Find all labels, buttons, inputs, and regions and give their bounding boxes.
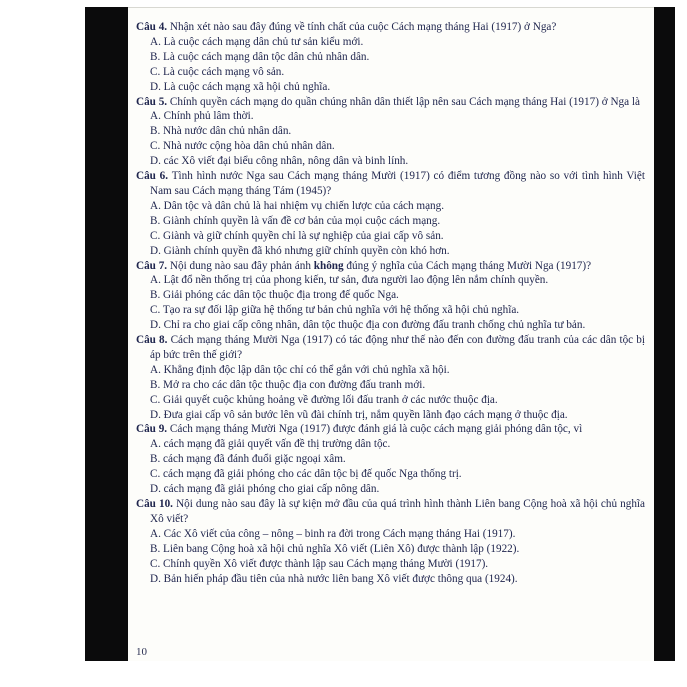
question-text: Câu 4. Nhận xét nào sau đây đúng về tính chất của cuộc Cách mạng tháng Hai (1917) ở Nga? [136,21,557,33]
scan-gutter-right [654,7,675,661]
question-number: Câu 5. [136,95,170,108]
answer-option: B. Liên bang Cộng hoà xã hội chủ nghĩa Xô viết (Liên Xô) được thành lập (1922). [150,542,520,555]
question-text: Câu 6. Tình hình nước Nga sau Cách mạng tháng Mười (1917) có điểm tương đồng nào so với tình hình Việt Nam sau Cách mạng tháng Tám (1945)? [136,170,645,197]
question-list [136,20,645,586]
question-text: Câu 8. Cách mạng tháng Mười Nga (1917) có tác động như thế nào đến con đường đấu tranh của các dân tộc bị áp bức trên thế giới? [136,334,645,361]
answer-option: A. Là cuộc cách mạng dân chủ tư sản kiểu mới. [150,35,364,48]
answer-option: C. Nhà nước cộng hòa dân chủ nhân dân. [150,140,335,153]
document-page [128,7,654,661]
answer-option: D. Đưa giai cấp vô sản bước lên vũ đài chính trị, nắm quyền lãnh đạo cách mạng ở thuộc địa. [150,408,568,421]
answer-option: C. cách mạng đã giải phóng cho các dân tộc bị đế quốc Nga thống trị. [150,468,462,481]
question [136,333,645,422]
answer-option: D. Giành chính quyền đã khó nhưng giữ chính quyền còn khó hơn. [150,244,450,257]
question-number: Câu 8. [136,334,171,347]
question-number: Câu 4. [136,21,170,33]
answer-option: B. Giải phóng các dân tộc thuộc địa trong đế quốc Nga. [150,289,399,302]
answer-option: C. Tạo ra sự đối lập giữa hệ thống tư bản chủ nghĩa với hệ thống xã hội chủ nghĩa. [150,304,520,317]
answer-option: A. Khẳng định độc lập dân tộc chỉ có thể gắn với chủ nghĩa xã hội. [150,363,450,376]
answer-option: A. cách mạng đã giải quyết vấn đề thị trường dân tộc. [150,438,391,451]
answer-option: B. Mở ra cho các dân tộc thuộc địa con đường đấu tranh mới. [150,378,426,391]
answer-option: D. các Xô viết đại biểu công nhân, nông dân và binh lính. [150,155,409,168]
answer-option: A. Chính phủ lâm thời. [150,110,254,123]
answer-option: D. Bản hiến pháp đầu tiên của nhà nước liên bang Xô viết được thông qua (1924). [150,572,518,585]
question [136,497,645,586]
question [136,259,645,334]
answer-option: D. Chỉ ra cho giai cấp công nhân, dân tộc thuộc địa con đường đấu tranh chống chủ nghĩa tư bản. [150,319,586,332]
answer-option: A. Lật đổ nền thống trị của phong kiến, tư sản, đưa người lao động lên nắm chính quyền. [150,274,549,287]
answer-option: D. Là cuộc cách mạng xã hội chủ nghĩa. [150,80,331,93]
question [136,169,645,258]
page-number: 10 [136,646,147,658]
answer-option: C. Là cuộc cách mạng vô sản. [150,65,285,78]
answer-option: A. Các Xô viết của công – nông – binh ra đời trong Cách mạng tháng Hai (1917). [150,527,516,540]
emphasized-word: không [313,259,344,272]
question-text: Câu 9. Cách mạng tháng Mười Nga (1917) được đánh giá là cuộc cách mạng giải phóng dân tộc, vì [136,423,583,436]
answer-option: C. Chính quyền Xô viết được thành lập sau Cách mạng tháng Mười (1917). [150,557,489,570]
question-number: Câu 10. [136,498,177,510]
question-number: Câu 6. [136,170,172,183]
answer-option: B. cách mạng đã đánh đuổi giặc ngoại xâm. [150,453,346,466]
answer-option: D. cách mạng đã giải phóng cho giai cấp nông dân. [150,483,380,496]
answer-option: C. Giành và giữ chính quyền chỉ là sự nghiệp của giai cấp vô sản. [150,229,444,242]
answer-option: A. Dân tộc và dân chủ là hai nhiệm vụ chiến lược của cách mạng. [150,199,445,212]
question-text: Câu 7. Nội dung nào sau đây phản ánh không đúng ý nghĩa của Cách mạng tháng Mười Nga (1917)? [136,259,592,272]
answer-option: C. Giải quyết cuộc khủng hoảng về đường lối đấu tranh ở các nước thuộc địa. [150,393,498,406]
question [136,422,645,497]
question-number: Câu 9. [136,423,170,436]
answer-option: B. Giành chính quyền là vấn đề cơ bản của mọi cuộc cách mạng. [150,214,441,227]
question [136,20,645,95]
question-number: Câu 7. [136,259,170,272]
answer-option: B. Là cuộc cách mạng dân tộc dân chủ nhân dân. [150,50,370,63]
question [136,95,645,170]
question-text: Câu 10. Nội dung nào sau đây là sự kiện mở đầu của quá trình hình thành Liên bang Cộng hoà xã hội chủ nghĩa Xô viết? [136,498,645,525]
scan-gutter-left [85,7,128,661]
answer-option: B. Nhà nước dân chủ nhân dân. [150,125,292,138]
question-text: Câu 5. Chính quyền cách mạng do quần chúng nhân dân thiết lập nên sau Cách mạng tháng Hai (1917) ở Nga là [136,95,640,108]
